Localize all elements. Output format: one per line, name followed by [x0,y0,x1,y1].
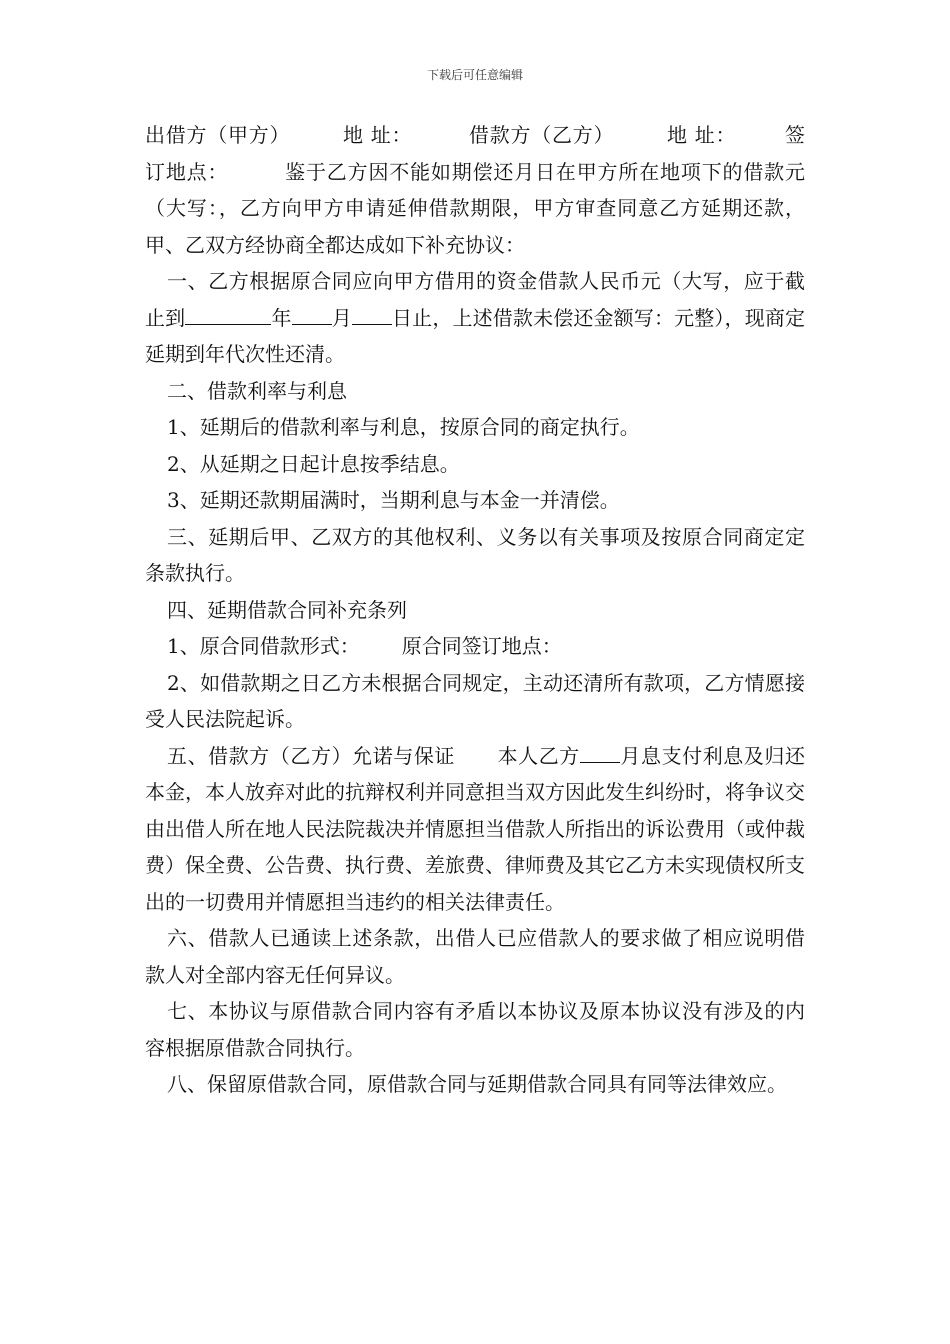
blank-year [185,302,271,325]
section-1: 一、乙方根据原合同应向甲方借用的资金借款人民币元（大写，应于截止到 年 月 日止，上述借款未偿还金额写：元整），现商定延期到年代次性还清。 [145,269,806,366]
section-2-item-1: 1、延期后的借款利率与利息，按原合同的商定执行。 [167,415,640,439]
blank-day [352,302,392,325]
section-3: 三、延期后甲、乙双方的其他权利、义务以有关事项及按原合同商定定条款执行。 [145,524,805,585]
section-4-title: 四、延期借款合同补充条列 [167,597,407,622]
borrower-address-label: 地 址： [666,123,737,147]
sign-place-label: 签订地点： [145,123,806,184]
contract-body [145,117,805,1103]
section-7: 七、本协议与原借款合同内容有矛盾以本协议及原本协议没有涉及的内容根据原借款合同执行。 [145,999,805,1060]
section-4-item-1: 1、原合同借款形式： 原合同签订地点： [167,634,562,658]
section-6: 六、借款人已通读上述条款，出借人已应借款人的要求做了相应说明借款人对全部内容无任何异议。 [145,926,805,987]
borrower-label: 借款方（乙方） [468,123,615,147]
section-4-item-2: 2、如借款期之日乙方未根据合同规定，主动还清所有款项，乙方情愿接受人民法院起诉。 [145,670,805,731]
section-2-item-3: 3、延期还款期届满时，当期利息与本金一并清偿。 [167,488,620,512]
page-header: 下载后可任意编辑 [426,68,523,82]
blank-interest [580,740,620,763]
section-8: 八、保留原借款合同，原借款合同与延期借款合同具有同等法律效应。 [167,1072,787,1096]
section-5: 五、借款方（乙方）允诺与保证 本人乙方 月息支付利息及归还本金，本人放弃对此的抗辩权利并同意担当双方因此发生纠纷时，将争议交由出借人所在地人民法院裁决并情愿担当借款人所指出的诉讼费用（或仲裁费）保全费、公告费、执行费、差旅费、律师费及其它乙方未实现债权所支出的一切费用并情愿担当违约的相关法律责任。 [145,738,805,921]
blank-month [292,302,332,325]
lender-label: 出借方（甲方） [145,123,291,147]
section-2-title: 二、借款利率与利息 [167,378,347,403]
preamble-text: 鉴于乙方因不能如期偿还月日在甲方所在地项下的借款元（大写：，乙方向甲方申请延伸借款期限，甲方审查同意乙方延期还款，甲、乙双方经协商全都达成如下补充协议： [145,159,806,257]
intro-paragraph [145,117,805,263]
lender-address-label: 地 址： [342,123,413,147]
section-2-item-2: 2、从延期之日起计息按季结息。 [167,451,460,476]
